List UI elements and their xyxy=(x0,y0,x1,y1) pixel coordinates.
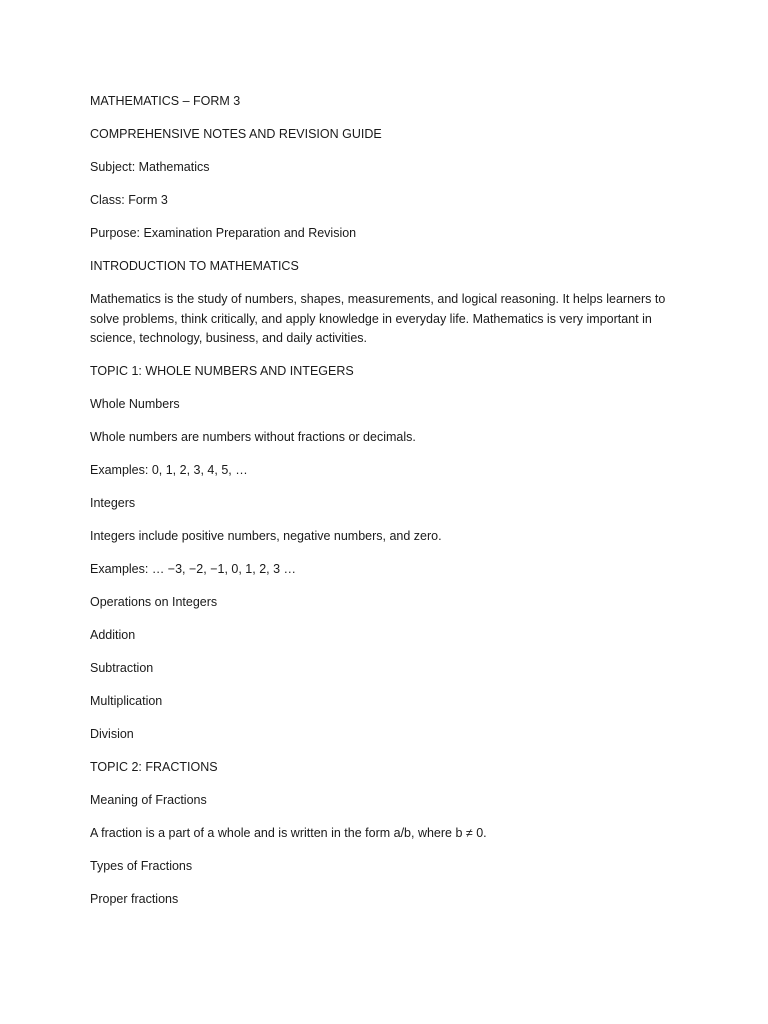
integers-examples: Examples: … −3, −2, −1, 0, 1, 2, 3 … xyxy=(90,561,297,576)
fractions-meaning-heading: Meaning of Fractions xyxy=(90,792,207,807)
whole-numbers-examples: Examples: 0, 1, 2, 3, 4, 5, … xyxy=(90,463,248,478)
integers-heading: Integers xyxy=(90,496,136,511)
document-title: MATHEMATICS – FORM 3 xyxy=(90,94,241,108)
class-line: Class: Form 3 xyxy=(90,192,168,207)
operations-heading: Operations on Integers xyxy=(90,594,218,609)
types-of-fractions-heading: Types of Fractions xyxy=(90,858,193,873)
topic-2-heading: TOPIC 2: FRACTIONS xyxy=(90,759,218,774)
document-body xyxy=(90,92,680,923)
subject-line: Subject: Mathematics xyxy=(90,159,210,174)
operation-division: Division xyxy=(90,726,134,741)
document-subtitle: COMPREHENSIVE NOTES AND REVISION GUIDE xyxy=(90,126,382,141)
whole-numbers-definition: Whole numbers are numbers without fractions or decimals. xyxy=(90,430,416,445)
proper-fractions-item: Proper fractions xyxy=(90,891,179,906)
topic-1-heading: TOPIC 1: WHOLE NUMBERS AND INTEGERS xyxy=(90,364,354,379)
purpose-line: Purpose: Examination Preparation and Revision xyxy=(90,225,357,240)
integers-definition: Integers include positive numbers, negative numbers, and zero. xyxy=(90,529,442,543)
operation-addition: Addition xyxy=(90,627,136,642)
whole-numbers-heading: Whole Numbers xyxy=(90,397,180,412)
introduction-paragraph: Mathematics is the study of numbers, shapes, measurements, and logical reasoning. It helps learners to solve problems, think critically, and apply knowledge in everyday life. Mathematics is very important in science, technology, business, and daily activities. xyxy=(90,291,666,346)
fractions-definition: A fraction is a part of a whole and is written in the form a/b, where b ≠ 0. xyxy=(90,825,487,840)
section-heading-introduction: INTRODUCTION TO MATHEMATICS xyxy=(90,258,299,273)
operation-multiplication: Multiplication xyxy=(90,693,163,708)
operation-subtraction: Subtraction xyxy=(90,660,154,675)
